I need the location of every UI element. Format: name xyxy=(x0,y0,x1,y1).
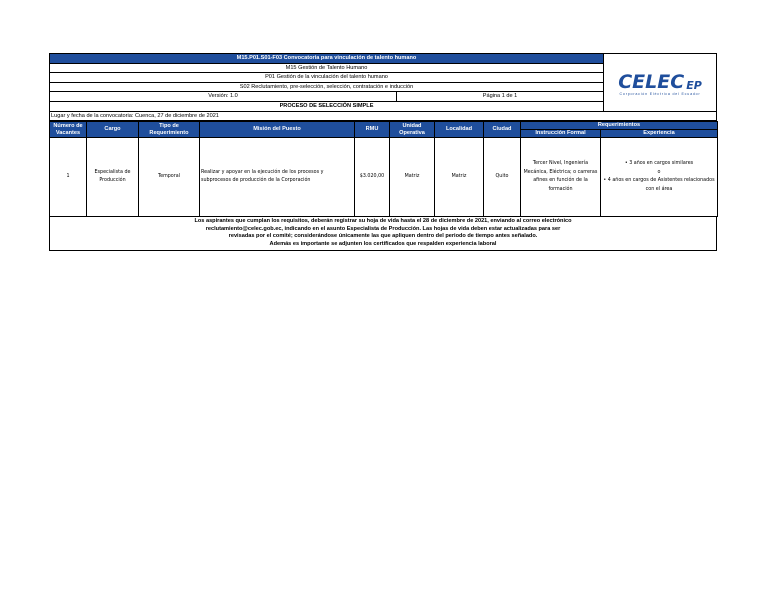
col-localidad: Localidad xyxy=(435,122,484,138)
cell-tipo: Temporal xyxy=(139,138,200,217)
cell-ciudad: Quito xyxy=(484,138,521,217)
document-header xyxy=(49,53,717,112)
form-title: M15.P01.S01-F03 Convocatoria para vinculación de talento humano xyxy=(50,54,603,64)
instruccion-line-2: afines en función de la formación xyxy=(533,178,588,192)
version-row xyxy=(50,92,603,102)
cell-instruccion xyxy=(521,138,601,217)
col-experiencia: Experiencia xyxy=(601,130,718,138)
logo-wordmark: CELEC xyxy=(618,71,685,94)
header-text-block xyxy=(50,54,603,111)
header-line-3: S02 Reclutamiento, pre-selección, selección, contratación e inducción xyxy=(50,83,603,93)
convocatoria-sheet xyxy=(49,53,717,251)
header-line-2: P01 Gestión de la vinculación del talento humano xyxy=(50,73,603,83)
celec-logo xyxy=(603,54,716,111)
cell-mision: Realizar y apoyar en la ejecución de los procesos y subprocesos de producción de la Corporación xyxy=(200,138,355,217)
instruccion-line-1: Tercer Nivel, Ingeniería Mecánica, Eléctrica; o carreras xyxy=(523,161,598,175)
table-header-row xyxy=(50,122,718,130)
cell-cargo: Especialista de Producción xyxy=(87,138,139,217)
notice-line-2: reclutamiento@celec.gob.ec, indicando en el asunto Especialista de Producción. Las hojas de vida deben estar actualizadas para ser xyxy=(205,225,561,232)
experiencia-line-2: • 4 años en cargos de Asistentes relacionados con el área xyxy=(603,178,715,192)
cell-rmu: $3.020,00 xyxy=(355,138,390,217)
page-number: Página 1 de 1 xyxy=(396,92,603,101)
experiencia-or: o xyxy=(657,169,661,175)
experiencia-line-1: • 3 años en cargos similares xyxy=(624,161,694,167)
process-title: PROCESO DE SELECCIÓN SIMPLE xyxy=(279,102,374,109)
col-instruccion: Instrucción Formal xyxy=(521,130,601,138)
col-ciudad: Ciudad xyxy=(484,122,521,138)
notice-line-1: Los aspirantes que cumplan los requisitos, deberán registrar su hoja de vida hasta el 28 de diciembre de 2021, enviando al correo electrónico xyxy=(194,218,572,225)
notice-line-3: revisadas por el comité; considerándose únicamente las que apliquen dentro del periodo de tiempo antes señalado. xyxy=(228,233,538,240)
col-cargo: Cargo xyxy=(87,122,139,138)
col-vacantes: Número de Vacantes xyxy=(50,122,87,138)
col-tipo: Tipo de Requerimiento xyxy=(139,122,200,138)
header-line-1: M15 Gestión de Talento Humano xyxy=(50,64,603,74)
col-mision: Misión del Puesto xyxy=(200,122,355,138)
col-requerimientos: Requerimientos xyxy=(521,122,718,130)
logo-tagline: Corporación Eléctrica del Ecuador xyxy=(619,92,701,97)
col-unidad: Unidad Operativa xyxy=(390,122,435,138)
cell-unidad: Matriz xyxy=(390,138,435,217)
cell-vacantes: 1 xyxy=(50,138,87,217)
application-notice xyxy=(49,217,717,250)
logo-ep: EP xyxy=(686,79,702,93)
notice-line-4: Además es importante se adjunten los certificados que respalden experiencia laboral xyxy=(269,240,497,247)
col-rmu: RMU xyxy=(355,122,390,138)
table-row xyxy=(50,138,718,217)
cell-localidad: Matriz xyxy=(435,138,484,217)
cell-experiencia xyxy=(601,138,718,217)
vacancy-table xyxy=(49,121,718,217)
place-date: Lugar y fecha de la convocatoria: Cuenca, 27 de diciembre de 2021 xyxy=(49,112,717,122)
version-label: Versión: 1.0 xyxy=(208,93,238,100)
